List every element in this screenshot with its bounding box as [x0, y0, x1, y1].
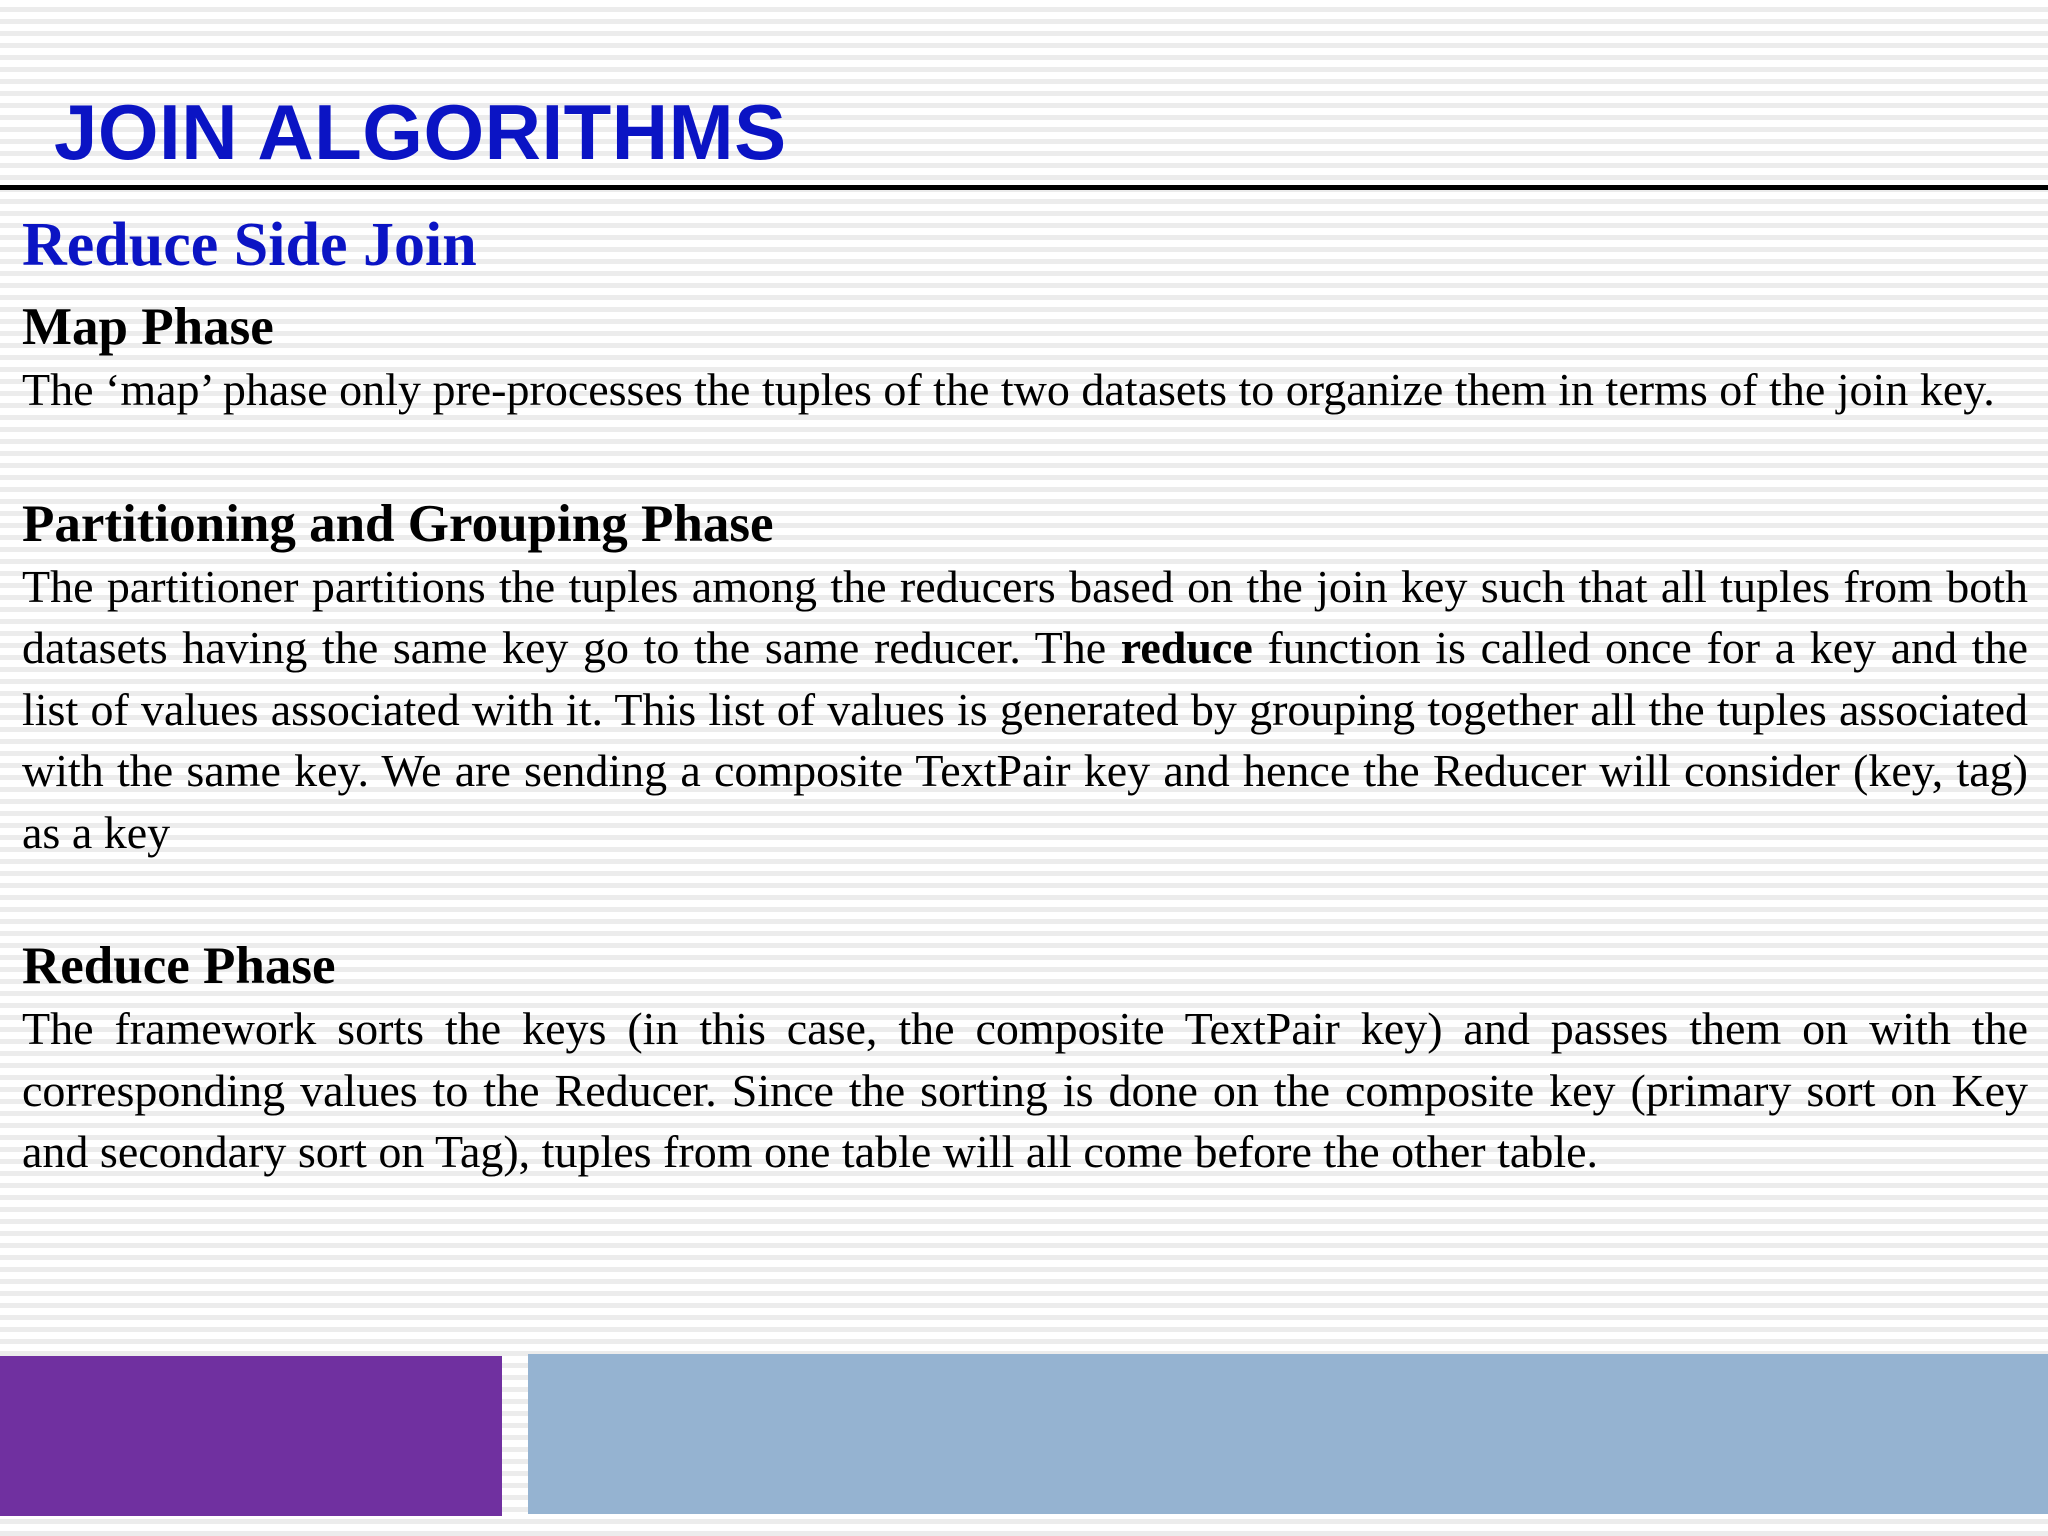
section-spacer — [22, 863, 2028, 924]
bold-term: reduce — [1120, 622, 1253, 673]
section-body: The framework sorts the keys (in this case, the composite TextPair key) and passes them on with the corresponding values to the Reducer. Since the sorting is done on the composite key (primary sort on Key and secondary sort on Tag), tuples from one table will all come before the other table. — [22, 1003, 2028, 1177]
section-body — [22, 556, 2028, 864]
section-body: The ‘map’ phase only pre-processes the tuples of the two datasets to organize them in terms of the join key. — [22, 364, 1995, 415]
slide-content — [22, 205, 2028, 1183]
footer-accent-right — [528, 1354, 2048, 1514]
body-text: function is called once for a key and the list of values associated with it. This list of values is generated by grouping together all the tuples associated with the same key. We are sending a composite TextPair key and hence the Reducer will consider (key, tag) as a key — [22, 622, 2028, 858]
section-spacer — [22, 421, 2028, 482]
title-divider — [0, 185, 2048, 190]
section-heading: Map Phase — [22, 298, 274, 356]
section-reduce-phase — [22, 934, 2028, 1183]
slide-title: JOIN ALGORITHMS — [54, 88, 787, 176]
section-partitioning-phase — [22, 492, 2028, 864]
footer-accent-left — [0, 1356, 502, 1516]
body-text: The partitioner partitions the tuples among the reducers based on the join key such that all tuples from both datasets having the same key go to the same reducer. The — [22, 560, 2028, 673]
section-heading: Partitioning and Grouping Phase — [22, 494, 774, 553]
slide-subtitle: Reduce Side Join — [22, 211, 477, 279]
section-map-phase — [22, 295, 2028, 421]
section-heading: Reduce Phase — [22, 937, 336, 995]
